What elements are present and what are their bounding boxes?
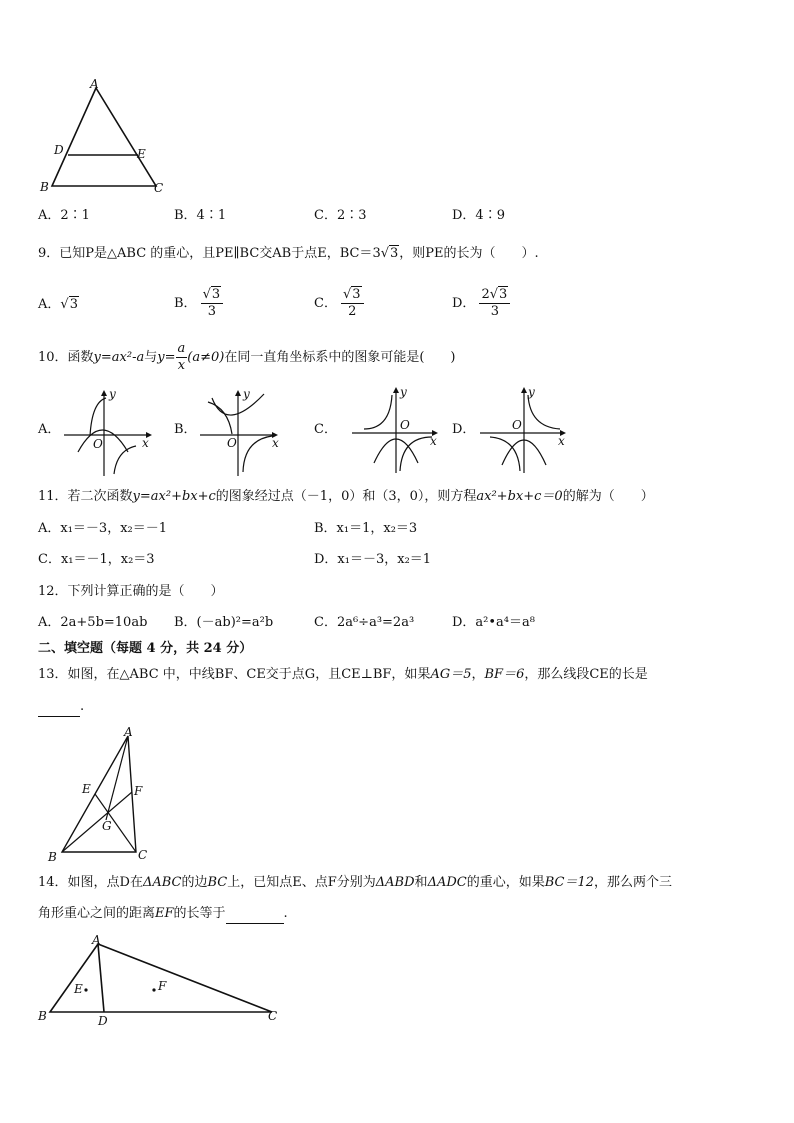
q10-func1: y=ax²-a — [93, 350, 145, 365]
q10-graph-c-y: y — [400, 385, 407, 399]
q9-option-b-fraction: $\frac{√3}{3}$ — [201, 287, 224, 320]
q10-graph-b-x: x — [272, 436, 279, 450]
q13-ag: AG＝5 — [430, 667, 472, 682]
q12-option-a[interactable]: A．2a+5b=10ab — [38, 615, 148, 630]
q10-option-b-label[interactable]: B． — [174, 422, 197, 437]
q11-equation: ax²+bx+c＝0 — [476, 489, 563, 504]
q14-stem-c: 上，已知点E、点F分别为 — [227, 875, 376, 890]
q11-stem-suffix: 的解为（ ） — [562, 489, 654, 504]
q10-func2-fraction — [176, 341, 188, 374]
fig13-label-B: B — [48, 850, 57, 864]
q9-option-b-label: B． — [174, 296, 197, 311]
q9-stem — [38, 245, 539, 263]
q10-graph-c-x: x — [430, 434, 437, 448]
q11-option-a[interactable]: A．x₁＝－3，x₂＝－1 — [38, 521, 168, 536]
q12-option-c[interactable]: C．2a⁶÷a³=2a³ — [314, 615, 415, 630]
q13-sep: ， — [471, 667, 485, 682]
q10-graph-a-y: y — [109, 388, 116, 401]
q9-option-a-sqrt: √3 — [60, 297, 78, 312]
q9-option-d-numerator: 3 — [499, 287, 508, 302]
q12-option-d[interactable]: D．a²•a⁴＝a⁸ — [452, 615, 535, 630]
q11-option-d[interactable]: D．x₁＝－3，x₂＝1 — [314, 552, 432, 567]
q9-option-d-denominator: 3 — [490, 304, 499, 319]
q9-option-c-label: C． — [314, 296, 337, 311]
q14-tri1: ΔABC — [142, 875, 182, 890]
q8-option-d[interactable]: D．4∶9 — [452, 208, 505, 223]
label-B: B — [40, 180, 49, 194]
q10-func2-numerator: a — [177, 341, 186, 356]
q9-option-b-denominator: 3 — [207, 304, 216, 319]
q10-func2-denominator: x — [177, 358, 186, 373]
q13-stem-b: ，那么线段CE的长是 — [524, 667, 648, 682]
q14-stem-a: 14．如图，点D在 — [38, 875, 143, 890]
q11-stem — [38, 488, 654, 506]
fig13-label-E: E — [82, 782, 91, 796]
q11-option-c[interactable]: C．x₁＝－1，x₂＝3 — [38, 552, 155, 567]
q14-stem-d: 的重心，如果 — [466, 875, 545, 890]
q14-and: 和 — [414, 875, 428, 890]
fig14-label-C: C — [268, 1009, 278, 1023]
q10-graph-d-origin: O — [512, 418, 522, 432]
q9-option-d[interactable] — [452, 287, 510, 320]
q13-bf: BF＝6 — [484, 667, 525, 682]
q13-end: . — [80, 699, 85, 714]
q9-stem-prefix: 9．已知P是△ABC 的重心，且PE∥BC交AB于点E，BC＝ — [38, 246, 373, 261]
label-C: C — [154, 181, 164, 195]
fig14-label-D: D — [98, 1014, 108, 1028]
q13-stem-a: 13．如图，在△ABC 中，中线BF、CE交于点G，且CE⊥BF，如果 — [38, 667, 431, 682]
q14-tri3: ΔADC — [427, 875, 467, 890]
q10-graph-c[interactable] — [350, 385, 444, 475]
q9-option-d-fraction: $\frac{2√3}{3}$ — [479, 287, 510, 320]
q10-graph-b-origin: O — [227, 436, 237, 450]
q9-option-c-numerator: 3 — [352, 287, 361, 302]
q9-option-c-fraction: $\frac{√3}{2}$ — [341, 287, 364, 320]
q13-answer-line — [38, 698, 84, 717]
q10-graph-a-origin: O — [93, 437, 103, 451]
q10-graph-a[interactable] — [62, 388, 154, 478]
q10-graph-a-x: x — [142, 436, 149, 450]
q14-end: . — [283, 906, 288, 921]
q10-graph-b-y: y — [243, 388, 250, 401]
q14-line2-a: 角形重心之间的距离 — [38, 906, 156, 921]
fig14-label-A: A — [92, 933, 101, 947]
q10-option-c-label[interactable]: C． — [314, 422, 337, 437]
q11-stem-mid: 的图象经过点（－1，0）和（3，0），则方程 — [215, 489, 477, 504]
q10-prefix: 10．函数 — [38, 350, 94, 365]
q10-stem — [38, 341, 455, 375]
fig14-label-B: B — [38, 1009, 47, 1023]
label-D: D — [54, 143, 64, 157]
q8-option-c[interactable]: C．2∶3 — [314, 208, 367, 223]
q14-stem-e: ，那么两个三 — [594, 875, 673, 890]
q9-option-a-label: A． — [38, 297, 61, 312]
fig14-label-E: E — [74, 982, 83, 996]
q13-stem — [38, 666, 648, 684]
q14-cond: BC＝12 — [544, 875, 595, 890]
q14-stem-line2 — [38, 905, 288, 924]
q14-ef: EF — [155, 906, 174, 921]
q10-condition: (a≠0) — [187, 350, 225, 365]
label-A: A — [90, 78, 99, 91]
q9-option-d-coef: 2 — [481, 287, 490, 302]
q14-tri2: ΔABD — [375, 875, 415, 890]
q10-graph-d-x: x — [558, 434, 565, 448]
q10-mid: 与 — [144, 350, 158, 365]
q9-option-b-numerator: 3 — [211, 287, 221, 302]
q10-option-a-label[interactable]: A． — [38, 422, 61, 437]
fig13-label-F: F — [134, 784, 143, 798]
q10-suffix: 在同一直角坐标系中的图象可能是( ) — [224, 350, 456, 365]
q14-stem-line1 — [38, 874, 672, 892]
triangle-figure-q8 — [34, 78, 174, 198]
q9-bc-coef: 3 — [372, 246, 381, 261]
q14-stem-b: 的边 — [181, 875, 208, 890]
q11-option-b[interactable]: B．x₁＝1，x₂＝3 — [314, 521, 418, 536]
q9-option-a-radicand: 3 — [69, 297, 78, 312]
q11-func: y=ax²+bx+c — [132, 489, 216, 504]
q14-line2-b: 的长等于 — [173, 906, 226, 921]
label-E: E — [137, 147, 146, 161]
q10-graph-b[interactable] — [198, 388, 290, 478]
fig13-label-G: G — [102, 819, 112, 833]
q12-option-b[interactable]: B．(－ab)²=a²b — [174, 615, 274, 630]
q10-option-d-label[interactable]: D． — [452, 422, 476, 437]
q10-graph-d-y: y — [528, 385, 535, 399]
section-heading-fill-in: 二、填空题（每题 4 分，共 24 分） — [38, 641, 253, 656]
q14-bc: BC — [207, 875, 228, 890]
triangle-figure-q14 — [36, 930, 292, 1030]
q9-option-c[interactable] — [314, 287, 364, 320]
q9-option-d-label: D． — [452, 296, 476, 311]
q9-stem-suffix: ，则PE的长为（ ）. — [399, 246, 539, 261]
q9-option-a[interactable] — [38, 296, 79, 314]
q10-graph-c-origin: O — [400, 418, 410, 432]
q11-stem-prefix: 11．若二次函数 — [38, 489, 133, 504]
q8-option-b[interactable]: B．4∶1 — [174, 208, 227, 223]
q12-stem: 12．下列计算正确的是（ ） — [38, 584, 224, 599]
fig13-label-C: C — [138, 848, 148, 862]
fig13-label-A: A — [124, 725, 133, 739]
q10-func2-lhs: y= — [157, 350, 176, 365]
fig14-label-F: F — [158, 979, 167, 993]
q9-bc-radicand: 3 — [390, 246, 399, 261]
q9-option-b[interactable] — [174, 287, 223, 320]
q14-answer-blank[interactable] — [226, 905, 284, 924]
q9-bc-sqrt: √3 — [380, 246, 399, 261]
triangle-figure-q13 — [44, 724, 164, 864]
q9-option-c-denominator: 2 — [348, 304, 357, 319]
q10-graph-d[interactable] — [478, 385, 572, 475]
q13-answer-blank[interactable] — [38, 698, 80, 717]
q8-option-a[interactable]: A．2∶1 — [38, 208, 90, 223]
